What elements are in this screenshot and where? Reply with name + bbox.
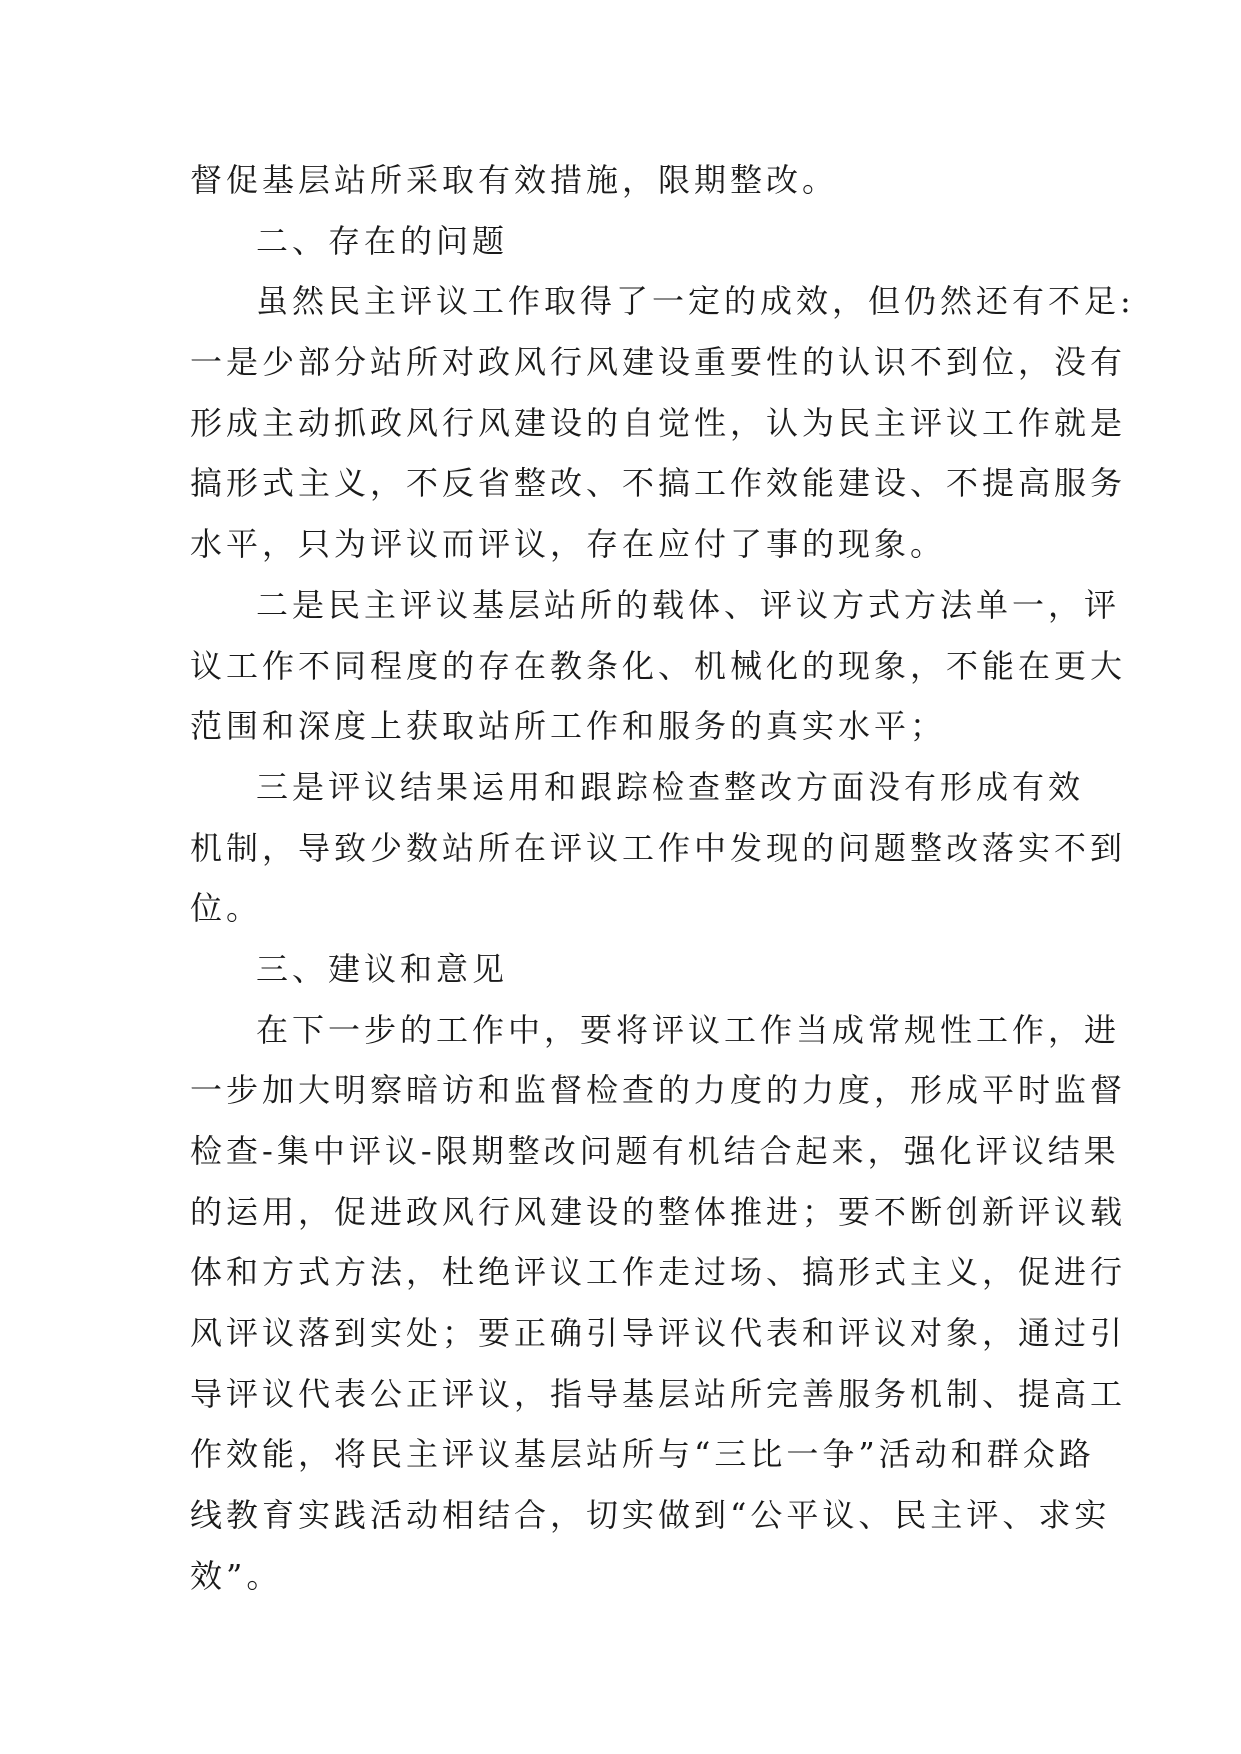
text-line: 检查-集中评议-限期整改问题有机结合起来，强化评议结果 [190, 1132, 1120, 1170]
text-line: 议工作不同程度的存在教条化、机械化的现象，不能在更大 [190, 646, 1127, 685]
text-line: 线教育实践活动相结合，切实做到“公平议、民主评、求实 [190, 1496, 1111, 1535]
text-line: 范围和深度上获取站所工作和服务的真实水平； [190, 707, 947, 746]
text-line: 形成主动抓政风行风建设的自觉性，认为民主评议工作就是 [190, 403, 1127, 442]
section-heading-suggestions: 三、建议和意见 [256, 949, 509, 988]
text-line: 风评议落到实处；要正确引导评议代表和评议对象，通过引 [190, 1314, 1127, 1353]
text-line: 三是评议结果运用和跟踪检查整改方面没有形成有效 [256, 767, 1085, 806]
text-line: 二是民主评议基层站所的载体、评议方式方法单一，评 [256, 585, 1121, 624]
text-line: 水平，只为评议而评议，存在应付了事的现象。 [190, 525, 947, 564]
document-body [190, 150, 1135, 1607]
text-line: 督促基层站所采取有效措施，限期整改。 [190, 161, 839, 199]
text-line: 位。 [190, 889, 263, 928]
text-line: 一是少部分站所对政风行风建设重要性的认识不到位，没有 [190, 343, 1127, 382]
text-line: 导评议代表公正评议，指导基层站所完善服务机制、提高工 [190, 1374, 1127, 1413]
text-line: 的运用，促进政风行风建设的整体推进；要不断创新评议载 [190, 1192, 1127, 1231]
text-line: 体和方式方法，杜绝评议工作走过场、搞形式主义，促进行 [190, 1253, 1127, 1292]
text-line: 在下一步的工作中，要将评议工作当成常规性工作，进 [256, 1010, 1121, 1049]
text-line: 作效能，将民主评议基层站所与“三比一争”活动和群众路 [190, 1435, 1095, 1474]
text-line: 虽然民主评议工作取得了一定的成效，但仍然还有不足: [256, 282, 1135, 321]
text-line: 效”。 [190, 1556, 283, 1595]
text-line: 一步加大明察暗访和监督检查的力度的力度，形成平时监督 [190, 1071, 1127, 1110]
text-line: 机制，导致少数站所在评议工作中发现的问题整改落实不到 [190, 828, 1127, 867]
text-line: 搞形式主义，不反省整改、不搞工作效能建设、不提高服务 [190, 464, 1127, 503]
section-heading-problems: 二、存在的问题 [256, 221, 509, 260]
